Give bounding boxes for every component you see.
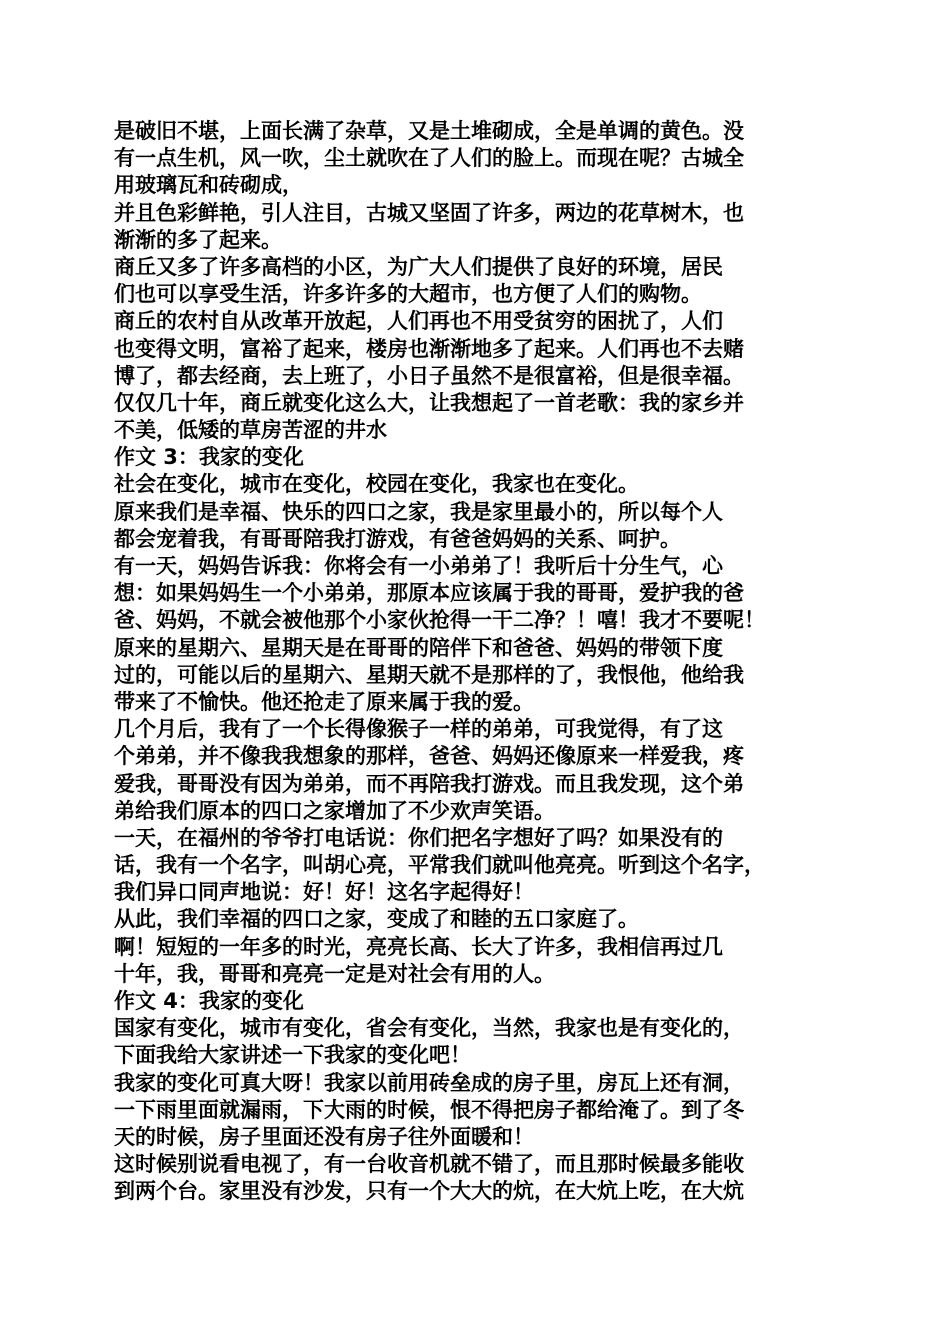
text-line: 十年，我，哥哥和亮亮一定是对社会有用的人。 xyxy=(114,961,555,986)
document-page xyxy=(114,118,844,1206)
text-line: 博了，都去经商，去上班了，小日子虽然不是很富裕，但是很幸福。 xyxy=(114,363,744,388)
text-line: 仅仅几十年，商丘就变化这么大，让我想起了一首老歌：我的家乡并 xyxy=(114,390,744,415)
text-line: 渐渐的多了起来。 xyxy=(114,227,282,252)
text-line: 有一点生机，风一吹，尘土就吹在了人们的脸上。而现在呢？古城全 xyxy=(114,146,744,171)
text-line: 弟给我们原本的四口之家增加了不少欢声笑语。 xyxy=(114,798,555,823)
text-line: 国家有变化，城市有变化，省会有变化，当然，我家也是有变化的， xyxy=(114,1016,744,1041)
section-heading: 作文 4：我家的变化 xyxy=(114,989,304,1013)
text-line: 个弟弟，并不像我我想象的那样，爸爸、妈妈还像原来一样爱我，疼 xyxy=(114,744,744,769)
text-line: 一天，在福州的爷爷打电话说：你们把名字想好了吗？如果没有的 xyxy=(114,825,723,850)
text-line: 一下雨里面就漏雨，下大雨的时候，恨不得把房子都给淹了。到了冬 xyxy=(114,1097,744,1122)
text-line: 过的，可能以后的星期六、星期天就不是那样的了，我恨他，他给我 xyxy=(114,662,744,687)
text-line: 用玻璃瓦和砖砌成， xyxy=(114,173,303,198)
text-line: 下面我给大家讲述一下我家的变化吧！ xyxy=(114,1043,471,1068)
text-line: 天的时候，房子里面还没有房子往外面暖和！ xyxy=(114,1124,534,1149)
text-line: 有一天，妈妈告诉我：你将会有一小弟弟了！我听后十分生气，心 xyxy=(114,554,723,578)
text-line: 不美，低矮的草房苦涩的井水 xyxy=(114,418,387,443)
text-line: 社会在变化，城市在变化，校园在变化，我家也在变化。 xyxy=(114,472,639,497)
text-line: 是破旧不堪，上面长满了杂草，又是土堆砌成，全是单调的黄色。没 xyxy=(114,119,744,143)
text-line: 原来的星期六、星期天是在哥哥的陪伴下和爸爸、妈妈的带领下度 xyxy=(114,635,723,660)
section-heading: 作文 3：我家的变化 xyxy=(114,445,304,470)
text-line: 也变得文明，富裕了起来，楼房也渐渐地多了起来。人们再也不去赌 xyxy=(114,336,744,361)
text-line: 并且色彩鲜艳，引人注目，古城又坚固了许多，两边的花草树木，也 xyxy=(114,200,744,225)
text-line: 原来我们是幸福、快乐的四口之家，我是家里最小的，所以每个人 xyxy=(114,499,723,524)
text-line: 商丘的农村自从改革开放起，人们再也不用受贫穷的困扰了，人们 xyxy=(114,309,723,334)
text-line: 商丘又多了许多高档的小区，为广大人们提供了良好的环境，居民 xyxy=(114,254,723,279)
text-line: 我家的变化可真大呀！我家以前用砖垒成的房子里，房瓦上还有洞， xyxy=(114,1070,744,1095)
text-line: 啊！短短的一年多的时光，亮亮长高、长大了许多，我相信再过几 xyxy=(114,934,723,959)
text-line: 话，我有一个名字，叫胡心亮，平常我们就叫他亮亮。听到这个名字， xyxy=(114,853,765,878)
text-line: 带来了不愉快。他还抢走了原来属于我的爱。 xyxy=(114,689,534,714)
text-line: 爸、妈妈，不就会被他那个小家伙抢得一干二净？！嘻！我才不要呢！ xyxy=(114,608,765,633)
text-line: 几个月后，我有了一个长得像猴子一样的弟弟，可我觉得，有了这 xyxy=(114,717,723,742)
text-line: 我们异口同声地说：好！好！这名字起得好！ xyxy=(114,880,534,905)
text-line: 到两个台。家里没有沙发，只有一个大大的炕，在大炕上吃，在大炕 xyxy=(114,1179,744,1204)
text-line: 从此，我们幸福的四口之家，变成了和睦的五口家庭了。 xyxy=(114,907,639,932)
text-line: 这时候别说看电视了，有一台收音机就不错了，而且那时候最多能收 xyxy=(114,1152,744,1177)
text-line: 们也可以享受生活，许多许多的大超市，也方便了人们的购物。 xyxy=(114,282,702,307)
text-line: 爱我，哥哥没有因为弟弟，而不再陪我打游戏。而且我发现，这个弟 xyxy=(114,771,744,796)
text-line: 想：如果妈妈生一个小弟弟，那原本应该属于我的哥哥，爱护我的爸 xyxy=(114,581,744,606)
text-line: 都会宠着我，有哥哥陪我打游戏，有爸爸妈妈的关系、呵护。 xyxy=(114,526,681,551)
